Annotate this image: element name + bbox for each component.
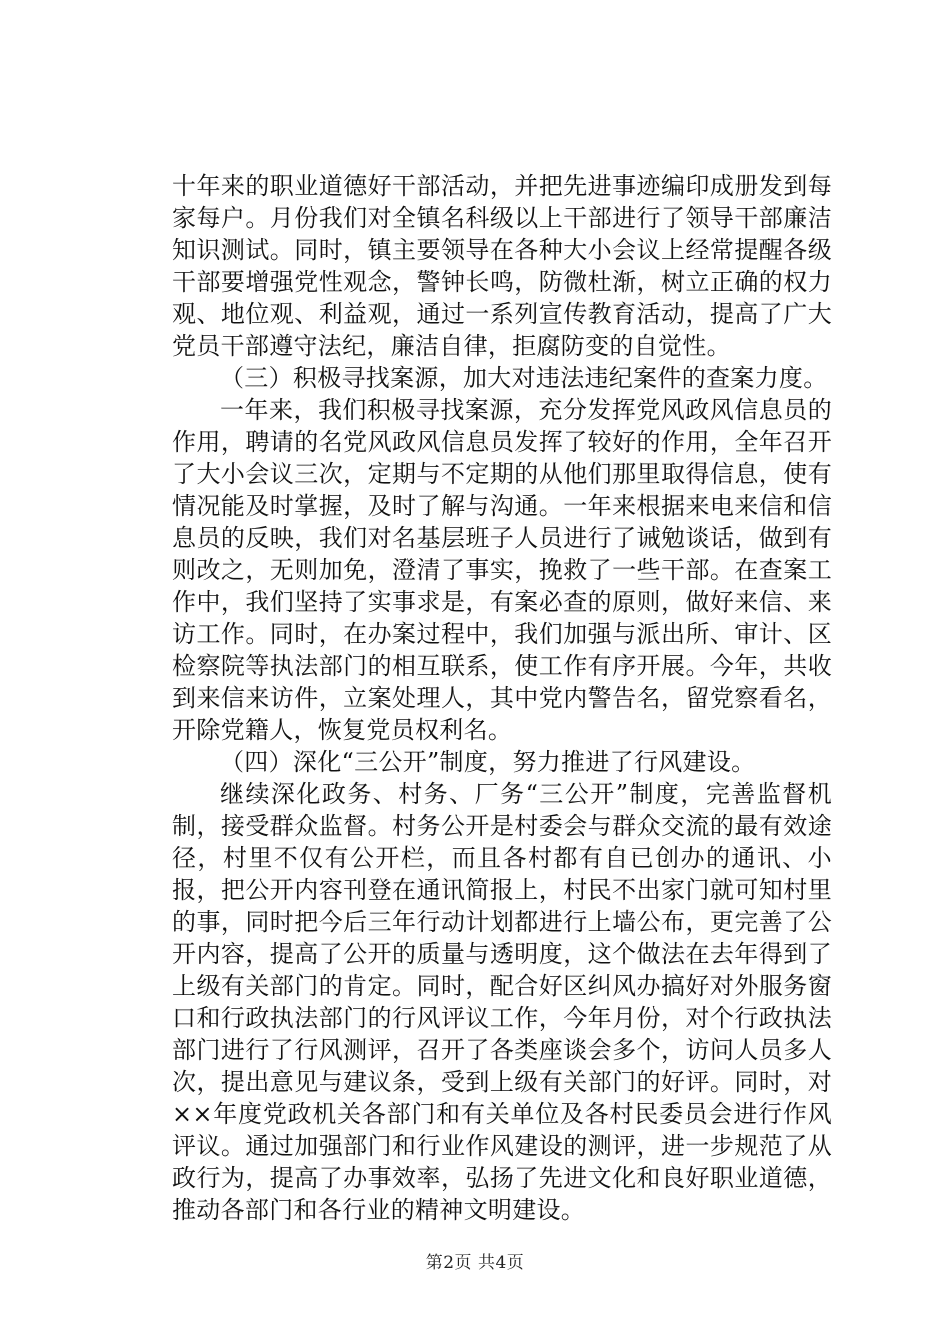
paragraph-case-handling: 一年来，我们积极寻找案源，充分发挥党风政风信息员的作用，聘请的名党风政风信息员发挥了较好的作用，全年召开了大小会议三次，定期与不定期的从他们那里取得信息，使有情况能及时掌握，及时了解与沟通。一年来根据来电来信和信息员的反映，我们对名基层班子人员进行了诫勉谈话，做到有则改之，无则加免，澄清了事实，挽救了一些干部。在查案工作中，我们坚持了实事求是，有案必查的原则，做好来信、来访工作。同时，在办案过程中，我们加强与派出所、审计、区检察院等执法部门的相互联系，使工作有序开展。今年，共收到来信来访件，立案处理人，其中党内警告名，留党察看名，开除党籍人，恢复党员权利名。	[172, 396, 832, 744]
section-heading-4: （四）深化“三公开”制度，努力推进了行风建设。	[220, 748, 756, 776]
page-number-footer: 第2页 共4页	[425, 1253, 525, 1273]
paragraph-continued: 十年来的职业道德好干部活动，并把先进事迹编印成册发到每家每户。月份我们对全镇名科级以上干部进行了领导干部廉洁知识测试。同时，镇主要领导在各种大小会议上经常提醒各级干部要增强党性观念，警钟长鸣，防微杜渐，树立正确的权力观、地位观、利益观，通过一系列宣传教育活动，提高了广大党员干部遵守法纪，廉洁自律，拒腐防变的自觉性。	[172, 172, 832, 360]
section-heading-3: （三）积极寻找案源，加大对违法违纪案件的查案力度。	[220, 364, 828, 392]
paragraph-three-openness: 继续深化政务、村务、厂务“三公开”制度，完善监督机制，接受群众监督。村务公开是村委会与群众交流的最有效途径，村里不仅有公开栏，而且各村都有自已创办的通讯、小报，把公开内容刊登在通讯简报上，村民不出家门就可知村里的事，同时把今后三年行动计划都进行上墙公布，更完善了公开内容，提高了公开的质量与透明度，这个做法在去年得到了上级有关部门的肯定。同时，配合好区纠风办搞好对外服务窗口和行政执法部门的行风评议工作，今年月份，对个行政执法部门进行了行风测评，召开了各类座谈会多个，访问人员多人次，提出意见与建议条，受到上级有关部门的好评。同时，对××年度党政机关各部门和有关单位及各村民委员会进行作风评议。通过加强部门和行业作风建设的测评，进一步规范了从政行为，提高了办事效率，弘扬了先进文化和良好职业道德，推动各部门和各行业的精神文明建设。	[172, 780, 832, 1224]
document-body	[172, 170, 832, 1226]
